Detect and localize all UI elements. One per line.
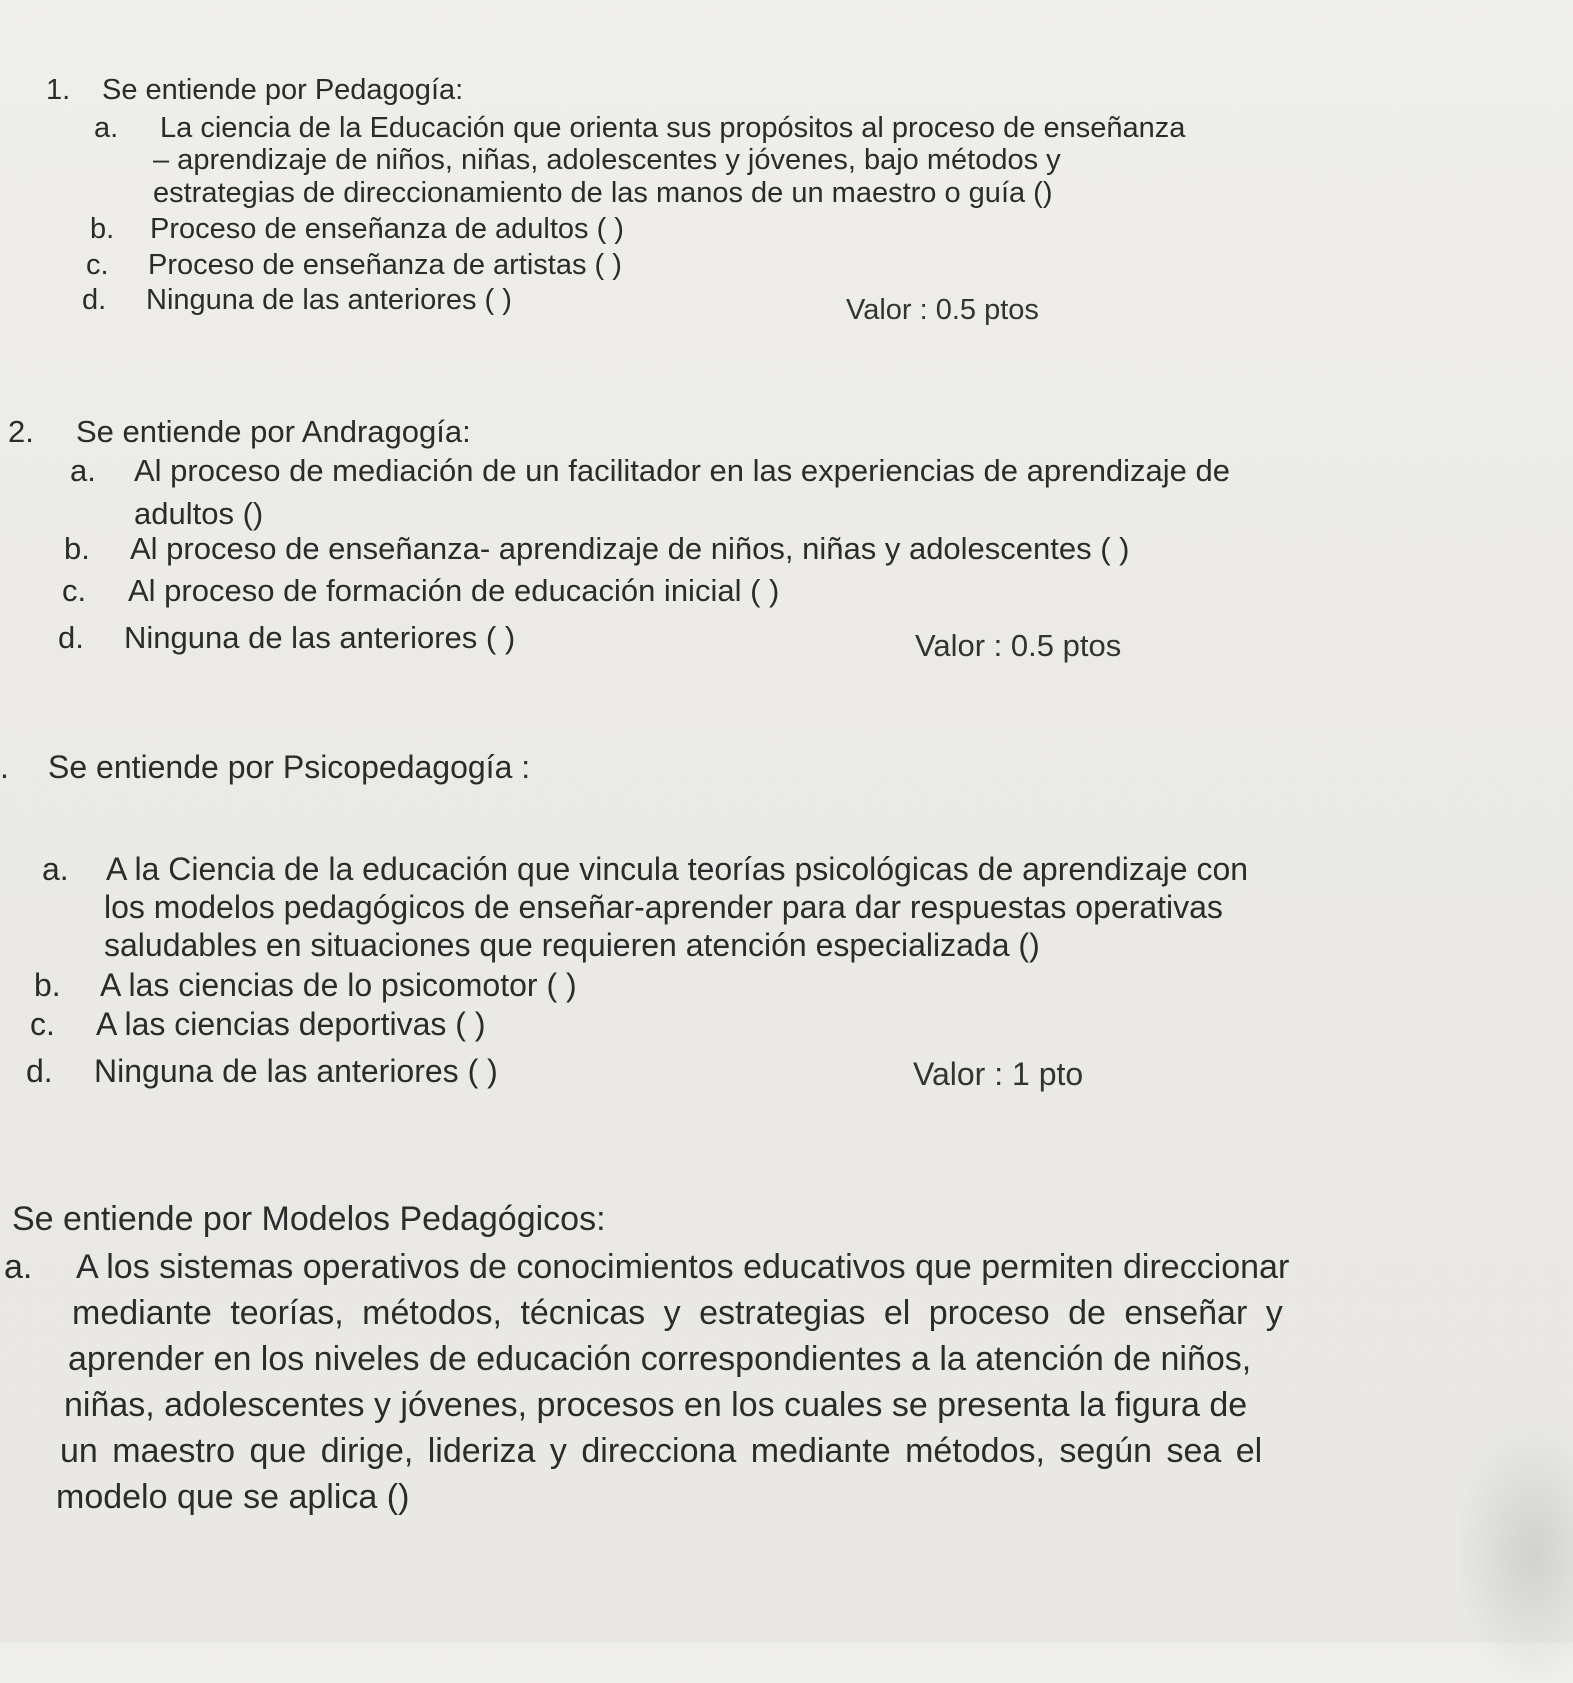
option-text: Al proceso de enseñanza- aprendizaje de niños, niñas y adolescentes ( ): [130, 531, 1130, 566]
option-text: A la Ciencia de la educación que vincula teorías psicológicas de aprendizaje con: [106, 851, 1249, 887]
option-letter: d.: [58, 620, 84, 655]
question-title: Se entiende por Modelos Pedagógicos:: [12, 1200, 606, 1238]
option-letter: a.: [94, 112, 119, 144]
option-text: Ninguna de las anteriores ( ): [124, 620, 516, 655]
option-text: los modelos pedagógicos de enseñar-aprender para dar respuestas operativas: [104, 889, 1223, 925]
option-text: adultos (): [134, 496, 264, 531]
option-text: Al proceso de formación de educación inicial ( ): [128, 573, 780, 608]
option-letter: b.: [90, 213, 115, 245]
question-value: Valor : 0.5 ptos: [915, 628, 1122, 663]
option-text: Proceso de enseñanza de adultos ( ): [150, 213, 624, 245]
option-text: – aprendizaje de niños, niñas, adolescentes y jóvenes, bajo métodos y: [153, 144, 1061, 176]
option-letter: a.: [70, 453, 96, 488]
option-text: Ninguna de las anteriores ( ): [94, 1053, 498, 1089]
option-letter: c.: [30, 1006, 55, 1042]
option-letter: b.: [64, 531, 90, 566]
option-text: un maestro que dirige, lideriza y direcciona mediante métodos, según sea el: [60, 1432, 1263, 1470]
question-number: .: [0, 749, 9, 785]
question-value: Valor : 0.5 ptos: [846, 294, 1039, 326]
option-text: A las ciencias de lo psicomotor ( ): [100, 967, 577, 1003]
option-text: niñas, adolescentes y jóvenes, procesos en los cuales se presenta la figura de: [64, 1386, 1248, 1424]
option-text: mediante teorías, métodos, técnicas y estrategias el proceso de enseñar y: [72, 1294, 1283, 1332]
option-text: A los sistemas operativos de conocimientos educativos que permiten direccionar: [76, 1248, 1290, 1286]
option-letter: d.: [26, 1053, 53, 1089]
option-text: Proceso de enseñanza de artistas ( ): [148, 249, 622, 281]
page-shadow: [1453, 1423, 1573, 1683]
option-text: A las ciencias deportivas ( ): [96, 1006, 486, 1042]
question-number: 2.: [8, 414, 34, 449]
option-letter: b.: [34, 967, 61, 1003]
option-text: La ciencia de la Educación que orienta sus propósitos al proceso de enseñanza: [160, 112, 1186, 144]
question-title: Se entiende por Psicopedagogía :: [48, 749, 531, 785]
question-value: Valor : 1 pto: [913, 1056, 1084, 1092]
option-letter: a.: [4, 1248, 33, 1286]
question-title: Se entiende por Pedagogía:: [102, 74, 464, 106]
option-text: estrategias de direccionamiento de las manos de un maestro o guía (): [153, 177, 1053, 209]
option-letter: d.: [82, 284, 107, 316]
option-letter: c.: [86, 249, 109, 281]
option-text: modelo que se aplica (): [56, 1478, 410, 1516]
question-title: Se entiende por Andragogía:: [76, 414, 471, 449]
option-text: Ninguna de las anteriores ( ): [146, 284, 512, 316]
question-number: 1.: [46, 74, 71, 106]
option-letter: a.: [42, 851, 69, 887]
option-text: saludables en situaciones que requieren atención especializada (): [104, 927, 1040, 963]
option-text: aprender en los niveles de educación correspondientes a la atención de niños,: [68, 1340, 1252, 1378]
option-text: Al proceso de mediación de un facilitador en las experiencias de aprendizaje de: [134, 453, 1231, 488]
option-letter: c.: [62, 573, 87, 608]
